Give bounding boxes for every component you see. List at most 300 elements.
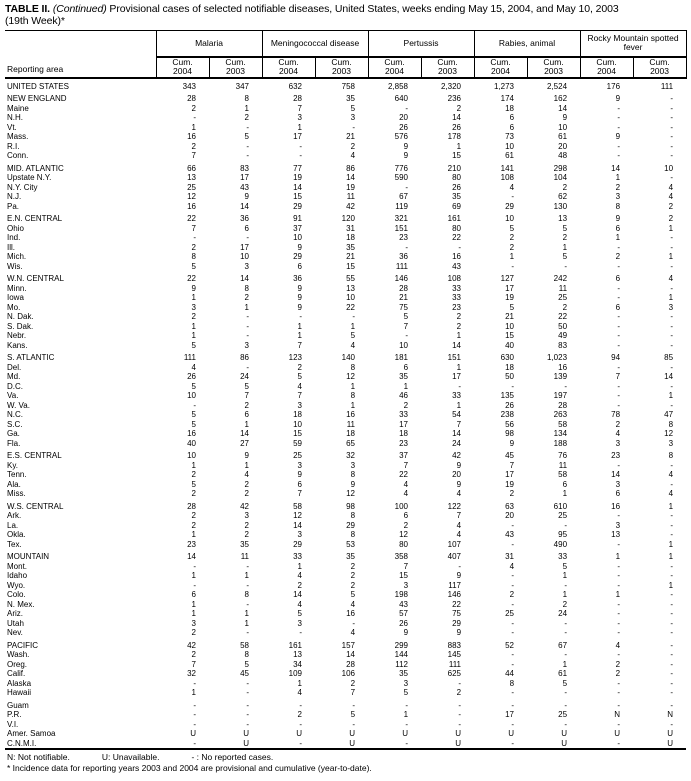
value-cell: -	[299, 719, 302, 729]
value-cell: 7	[456, 511, 462, 520]
value-cell: -	[670, 312, 674, 321]
column-group-rabies: Rabies, animal	[474, 31, 580, 57]
value-cell: 46	[399, 391, 409, 400]
subheader-cell: Cum. 2004	[368, 57, 421, 78]
value-cell: -	[405, 738, 409, 748]
reporting-area-cell: Tex.	[7, 539, 22, 549]
value-cell: 2	[191, 628, 196, 637]
value-cell: 1	[191, 599, 196, 609]
value-cell: 43	[452, 261, 462, 271]
value-cell: 5	[350, 103, 356, 113]
value-cell: -	[617, 650, 621, 659]
value-cell: 9	[509, 438, 515, 448]
value-cell: 22	[452, 233, 462, 242]
value-cell: 20	[452, 470, 462, 479]
value-cell: 1	[297, 331, 302, 340]
value-cell: -	[246, 561, 249, 571]
value-cell: 26	[505, 400, 515, 410]
value-cell: 2,320	[440, 81, 462, 91]
value-cell: 2	[191, 141, 196, 151]
value-cell: 14	[558, 103, 568, 113]
value-cell: -	[670, 141, 674, 151]
value-cell: 17	[505, 710, 515, 719]
value-cell: -	[458, 561, 462, 571]
value-cell: -	[246, 719, 249, 729]
table-row	[5, 322, 686, 332]
value-cell: -	[670, 242, 674, 252]
value-cell: 2,858	[387, 81, 409, 91]
value-cell: 13	[611, 530, 621, 539]
reporting-area-cell: Idaho	[7, 571, 28, 580]
value-cell: 4	[350, 599, 356, 609]
value-cell: 35	[399, 669, 409, 678]
value-cell: 26	[187, 372, 196, 381]
value-cell: 111	[183, 353, 196, 362]
value-cell: 1	[668, 252, 674, 261]
value-cell: U	[455, 738, 462, 748]
value-cell: -	[405, 242, 409, 252]
value-cell: 117	[448, 580, 462, 590]
value-cell: -	[246, 362, 249, 372]
value-cell: 16	[187, 132, 196, 141]
value-cell: 5	[191, 479, 196, 489]
value-cell: 1	[509, 252, 515, 261]
column-group-malaria: Malaria	[156, 31, 262, 57]
table-number: TABLE II.	[5, 3, 50, 15]
value-cell: 43	[240, 182, 249, 192]
value-cell: 13	[346, 283, 356, 293]
column-group-meningococcal: Meningococcal disease	[262, 31, 368, 57]
reporting-area-cell: Mont.	[7, 561, 28, 571]
table-group	[5, 161, 686, 212]
value-cell: 5	[244, 132, 249, 141]
value-cell: 16	[558, 362, 568, 372]
value-cell: -	[511, 688, 515, 697]
value-cell: 9	[403, 628, 409, 637]
value-cell: 15	[505, 331, 515, 340]
reporting-area-cell: Tenn.	[7, 470, 27, 479]
table-row	[5, 341, 686, 351]
subheader-cell: Cum. 2003	[633, 57, 686, 78]
subheader-cell: Cum. 2003	[527, 57, 580, 78]
value-cell: -	[458, 700, 462, 710]
value-cell: U	[349, 738, 356, 748]
value-cell: -	[670, 599, 674, 609]
value-cell: 13	[293, 650, 302, 659]
table-continued: (Continued)	[52, 3, 107, 15]
value-cell: -	[564, 719, 568, 729]
value-cell: -	[246, 151, 249, 160]
value-cell: 44	[505, 669, 515, 678]
value-cell: 109	[288, 669, 302, 678]
value-cell: 25	[505, 609, 515, 618]
value-cell: 9	[615, 214, 621, 223]
value-cell: -	[299, 312, 302, 321]
table-row	[5, 448, 686, 461]
value-cell: 100	[394, 501, 409, 511]
reporting-area-cell: Nebr.	[7, 331, 27, 340]
value-cell: 17	[240, 173, 249, 182]
value-cell: 55	[346, 274, 356, 283]
value-cell: 1	[456, 362, 462, 372]
value-cell: 6	[562, 479, 568, 489]
value-cell: 80	[452, 223, 462, 233]
value-cell: 61	[558, 669, 568, 678]
value-cell: -	[617, 609, 621, 618]
value-cell: 1	[191, 460, 196, 470]
value-cell: -	[193, 561, 196, 571]
value-cell: 299	[394, 640, 409, 650]
value-cell: 21	[346, 252, 356, 261]
value-cell: -	[193, 678, 196, 688]
value-cell: 2	[191, 242, 196, 252]
value-cell: 1	[191, 293, 196, 302]
reporting-area-cell: Upstate N.Y.	[7, 173, 52, 182]
value-cell: 75	[399, 302, 409, 312]
table-row	[5, 549, 686, 562]
value-cell: 3	[297, 460, 302, 470]
value-cell: -	[511, 520, 515, 530]
value-cell: 16	[187, 429, 196, 438]
value-cell: 14	[293, 590, 302, 599]
value-cell: 28	[187, 501, 196, 511]
value-cell: -	[670, 571, 674, 580]
table-row	[5, 669, 686, 679]
value-cell: -	[617, 122, 621, 132]
value-cell: 25	[558, 293, 568, 302]
value-cell: 42	[452, 451, 462, 460]
value-cell: 29	[452, 618, 462, 628]
table-row	[5, 480, 686, 490]
value-cell: 3	[244, 340, 249, 350]
value-cell: 12	[346, 372, 356, 381]
reporting-area-cell: Ga.	[7, 429, 20, 438]
value-cell: 3	[615, 479, 621, 489]
value-cell: 263	[553, 410, 568, 419]
table-row	[5, 470, 686, 480]
value-cell: N	[667, 710, 674, 719]
reporting-area-cell: Nev.	[7, 628, 23, 637]
value-cell: -	[405, 182, 409, 192]
value-cell: 36	[240, 214, 249, 223]
value-cell: U	[561, 729, 568, 738]
table-row	[5, 461, 686, 471]
value-cell: 5	[509, 302, 515, 312]
value-cell: 4	[456, 489, 462, 498]
value-cell: -	[511, 618, 515, 628]
value-cell: 14	[240, 201, 249, 211]
value-cell: U	[508, 729, 515, 738]
reporting-area-cell: Ky.	[7, 460, 18, 470]
value-cell: 15	[293, 429, 302, 438]
value-cell: 1	[403, 710, 409, 719]
reporting-area-cell: P.R.	[7, 710, 22, 719]
value-cell: 123	[288, 353, 302, 362]
value-cell: -	[193, 700, 196, 710]
value-cell: 1	[403, 381, 409, 391]
value-cell: -	[193, 710, 196, 719]
value-cell: 14	[452, 340, 462, 350]
value-cell: -	[246, 331, 249, 340]
value-cell: 13	[558, 214, 568, 223]
value-cell: 1	[615, 233, 621, 242]
table-row	[5, 382, 686, 392]
reporting-area-cell: Amer. Samoa	[7, 729, 56, 738]
value-cell: 7	[244, 391, 249, 400]
value-cell: 1	[615, 590, 621, 599]
value-cell: 76	[558, 451, 568, 460]
reporting-area-cell: Mass.	[7, 132, 29, 141]
value-cell: 66	[187, 163, 196, 173]
value-cell: 2	[244, 400, 249, 410]
value-cell: 625	[447, 669, 462, 678]
value-cell: -	[246, 580, 249, 590]
value-cell: 1	[615, 173, 621, 182]
value-cell: 28	[558, 400, 568, 410]
table-group	[5, 638, 686, 698]
value-cell: -	[511, 261, 515, 271]
value-cell: 161	[288, 640, 302, 650]
value-cell: -	[617, 738, 621, 748]
value-cell: 2	[191, 650, 196, 659]
value-cell: 1	[244, 419, 249, 429]
value-cell: 106	[341, 669, 356, 678]
value-cell: 58	[293, 501, 302, 511]
value-cell: -	[511, 381, 515, 391]
value-cell: U	[296, 729, 302, 738]
table-row	[5, 391, 686, 401]
table-row	[5, 372, 686, 382]
reporting-area-cell: Mich.	[7, 252, 27, 261]
value-cell: 5	[191, 419, 196, 429]
reporting-area-cell: MID. ATLANTIC	[7, 163, 64, 173]
value-cell: 9	[615, 94, 621, 103]
value-cell: 2	[509, 489, 515, 498]
value-cell: 2	[191, 312, 196, 321]
value-cell: -	[617, 678, 621, 688]
value-cell: 49	[558, 331, 568, 340]
reporting-area-cell: W. Va.	[7, 400, 30, 410]
value-cell: -	[670, 261, 674, 271]
value-cell: 3	[350, 113, 356, 122]
value-cell: 490	[553, 539, 568, 549]
table-row	[5, 224, 686, 234]
reporting-area-cell: PACIFIC	[7, 640, 38, 650]
reporting-area-cell: La.	[7, 520, 19, 530]
value-cell: 4	[297, 688, 302, 697]
value-cell: 236	[447, 94, 462, 103]
value-cell: 1	[191, 571, 196, 580]
value-cell: 2	[456, 688, 462, 697]
value-cell: 9	[244, 451, 249, 460]
value-cell: 145	[447, 650, 462, 659]
value-cell: 8	[668, 419, 674, 429]
reporting-area-cell: Maine	[7, 103, 29, 113]
value-cell: 1	[244, 103, 249, 113]
table-row	[5, 581, 686, 591]
value-cell: -	[670, 618, 674, 628]
value-cell: 141	[500, 163, 515, 173]
value-cell: 2	[615, 669, 621, 678]
value-cell: -	[617, 293, 621, 302]
value-cell: -	[617, 400, 621, 410]
value-cell: -	[405, 103, 409, 113]
value-cell: -	[299, 738, 302, 748]
value-cell: 1	[244, 460, 249, 470]
value-cell: 2	[615, 252, 621, 261]
value-cell: 5	[244, 659, 249, 669]
value-cell: -	[617, 539, 621, 549]
reporting-area-cell: C.N.M.I.	[7, 738, 37, 748]
value-cell: 3	[615, 438, 621, 448]
value-cell: 2	[244, 479, 249, 489]
reporting-area-cell: Del.	[7, 362, 22, 372]
value-cell: 5	[403, 688, 409, 697]
value-cell: 108	[447, 274, 462, 283]
value-cell: 18	[505, 103, 515, 113]
value-cell: U	[667, 738, 674, 748]
value-cell: 98	[505, 429, 515, 438]
value-cell: -	[458, 719, 462, 729]
value-cell: 4	[615, 429, 621, 438]
value-cell: 2	[668, 214, 674, 223]
reporting-area-cell: Oreg.	[7, 659, 28, 669]
value-cell: -	[299, 700, 302, 710]
value-cell: 28	[187, 94, 196, 103]
value-cell: 36	[293, 274, 302, 283]
value-cell: 127	[500, 274, 515, 283]
table-row	[5, 739, 686, 750]
reporting-area-cell: Ill.	[7, 242, 15, 252]
value-cell: 63	[505, 501, 515, 511]
value-cell: 1	[456, 400, 462, 410]
reporting-area-cell: W.N. CENTRAL	[7, 274, 64, 283]
value-cell: 83	[558, 340, 568, 350]
value-cell: 7	[297, 391, 302, 400]
reporting-area-cell: Fla.	[7, 438, 21, 448]
value-cell: 85	[664, 353, 674, 362]
value-cell: 12	[187, 192, 196, 201]
value-cell: 9	[297, 470, 302, 479]
value-cell: -	[670, 331, 674, 340]
value-cell: 19	[293, 173, 302, 182]
value-cell: 176	[606, 81, 621, 91]
value-cell: 18	[346, 429, 356, 438]
value-cell: -	[511, 738, 515, 748]
value-cell: -	[670, 590, 674, 599]
value-cell: 16	[346, 609, 356, 618]
value-cell: 321	[394, 214, 409, 223]
value-cell: 35	[346, 94, 356, 103]
table-row	[5, 688, 686, 698]
table-row	[5, 521, 686, 531]
value-cell: 42	[187, 640, 196, 650]
value-cell: 2	[350, 561, 356, 571]
value-cell: 7	[509, 460, 515, 470]
reporting-area-cell: S.C.	[7, 419, 23, 429]
value-cell: 1	[562, 571, 568, 580]
value-cell: -	[246, 312, 249, 321]
value-cell: 758	[341, 81, 356, 91]
value-cell: -	[617, 362, 621, 372]
value-cell: 3	[297, 618, 302, 628]
value-cell: 198	[394, 590, 409, 599]
table-row	[5, 173, 686, 183]
reporting-area-cell: S. ATLANTIC	[7, 353, 55, 362]
value-cell: 14	[293, 182, 302, 192]
value-cell: 29	[505, 201, 515, 211]
table-row	[5, 284, 686, 294]
value-cell: 188	[553, 438, 568, 448]
reporting-area-cell: Guam	[7, 700, 29, 710]
value-cell: 2	[562, 302, 568, 312]
value-cell: -	[246, 599, 249, 609]
value-cell: -	[246, 321, 249, 331]
value-cell: 33	[452, 391, 462, 400]
value-cell: -	[458, 678, 462, 688]
value-cell: -	[246, 678, 249, 688]
reporting-area-cell: E.N. CENTRAL	[7, 214, 63, 223]
value-cell: -	[670, 381, 674, 391]
value-cell: 9	[191, 283, 196, 293]
subheader-cell: Cum. 2003	[209, 57, 262, 78]
value-cell: 1	[244, 618, 249, 628]
value-cell: 19	[505, 293, 515, 302]
value-cell: 157	[341, 640, 356, 650]
value-cell: 5	[562, 252, 568, 261]
table-row	[5, 252, 686, 262]
table-footnotes	[5, 750, 686, 773]
value-cell: 12	[293, 511, 302, 520]
value-cell: -	[511, 650, 515, 659]
value-cell: 34	[293, 659, 302, 669]
value-cell: 7	[403, 460, 409, 470]
value-cell: -	[299, 151, 302, 160]
value-cell: 4	[668, 274, 674, 283]
value-cell: 4	[350, 340, 356, 350]
value-cell: 135	[500, 391, 515, 400]
value-cell: -	[246, 141, 249, 151]
value-cell: 3	[350, 460, 356, 470]
value-cell: -	[617, 688, 621, 697]
value-cell: 42	[346, 201, 356, 211]
value-cell: 1	[562, 659, 568, 669]
value-cell: 4	[350, 628, 356, 637]
value-cell: 17	[293, 132, 302, 141]
value-cell: 37	[399, 451, 409, 460]
value-cell: 75	[452, 609, 462, 618]
value-cell: 9	[456, 479, 462, 489]
value-cell: 8	[350, 511, 356, 520]
table-group	[5, 271, 686, 350]
value-cell: 7	[403, 321, 409, 331]
value-cell: 6	[403, 511, 409, 520]
value-cell: -	[617, 151, 621, 160]
value-cell: 640	[394, 94, 409, 103]
value-cell: -	[617, 113, 621, 122]
reporting-area-cell: Wis.	[7, 261, 23, 271]
value-cell: 4	[509, 182, 515, 192]
value-cell: 77	[293, 163, 302, 173]
reporting-area-cell: Okla.	[7, 530, 26, 539]
value-cell: 25	[558, 511, 568, 520]
value-cell: -	[564, 650, 568, 659]
value-cell: 10	[505, 214, 515, 223]
value-cell: 17	[399, 419, 409, 429]
value-cell: -	[617, 618, 621, 628]
table-row	[5, 650, 686, 660]
value-cell: 776	[394, 163, 409, 173]
